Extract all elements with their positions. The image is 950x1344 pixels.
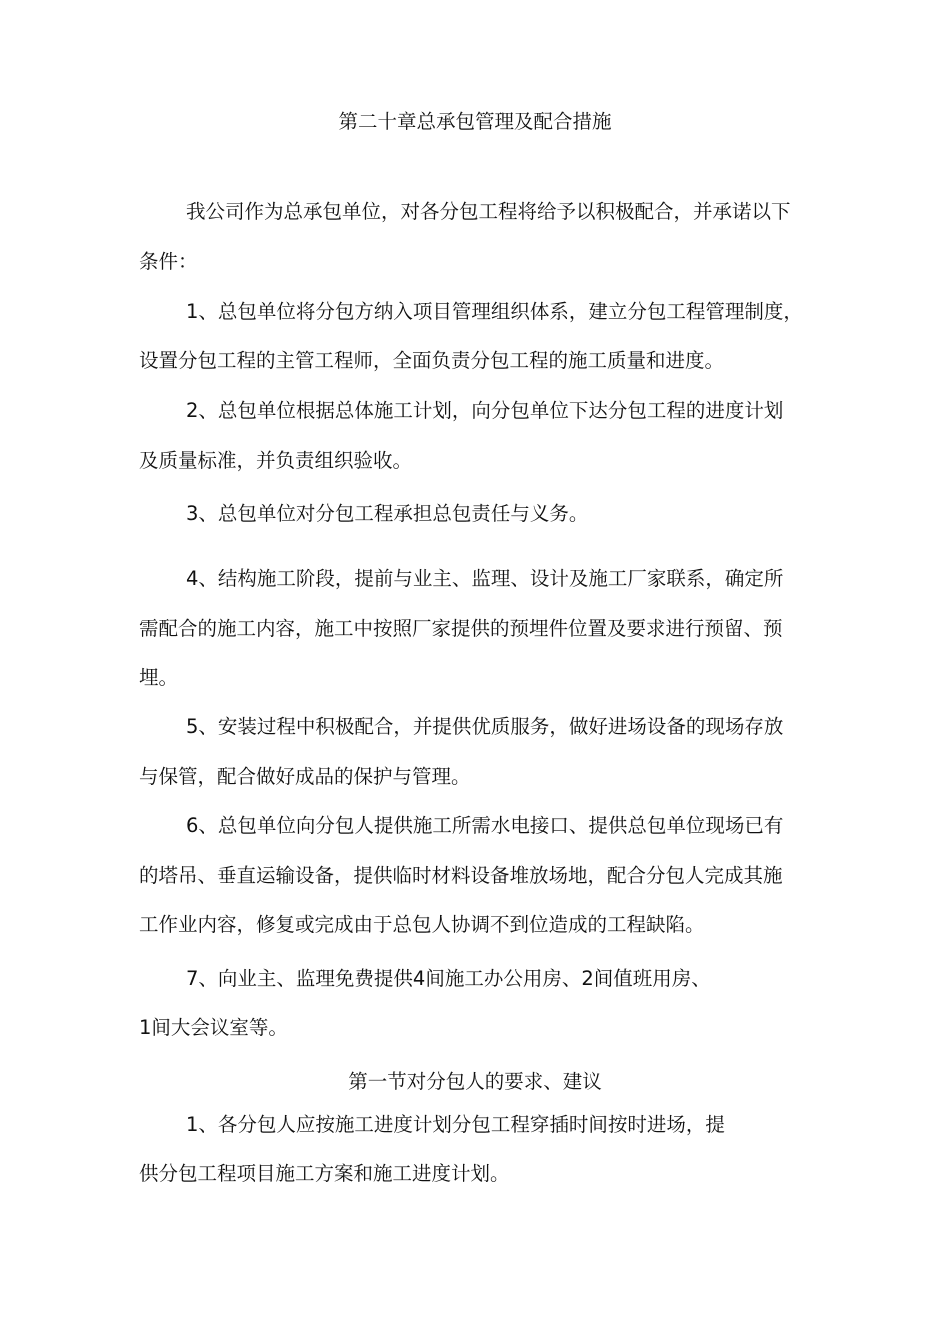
item-5-line-1: 5、安装过程中积极配合，并提供优质服务，做好进场设备的现场存放: [186, 715, 784, 738]
item-7-line-1: 7、向业主、监理免费提供4间施工办公用房、2间值班用房、: [186, 967, 711, 990]
chapter-title: 第二十章总承包管理及配合措施: [338, 110, 612, 133]
item-1-line-2: 设置分包工程的主管工程师，全面负责分包工程的施工质量和进度。: [139, 349, 725, 372]
item-4-line-2: 需配合的施工内容，施工中按照厂家提供的预埋件位置及要求进行预留、预: [139, 617, 783, 640]
intro-line-1: 我公司作为总承包单位，对各分包工程将给予以积极配合，并承诺以下: [186, 200, 791, 223]
item-1-line-1: 1、总包单位将分包方纳入项目管理组织体系，建立分包工程管理制度，: [186, 300, 803, 323]
item-6-line-3: 工作业内容，修复或完成由于总包人协调不到位造成的工程缺陷。: [139, 913, 705, 936]
item-6-line-1: 6、总包单位向分包人提供施工所需水电接口、提供总包单位现场已有: [186, 814, 784, 837]
section-item-1-line-2: 供分包工程项目施工方案和施工进度计划。: [139, 1162, 510, 1185]
item-5-line-2: 与保管，配合做好成品的保护与管理。: [139, 765, 471, 788]
item-4-line-1: 4、结构施工阶段，提前与业主、监理、设计及施工厂家联系，确定所: [186, 567, 784, 590]
section-title: 第一节对分包人的要求、建议: [348, 1070, 602, 1093]
item-7-line-2: 1间大会议室等。: [139, 1016, 288, 1039]
item-6-line-2: 的塔吊、垂直运输设备，提供临时材料设备堆放场地，配合分包人完成其施: [139, 864, 783, 887]
item-4-line-3: 埋。: [139, 666, 179, 689]
intro-line-2: 条件：: [139, 250, 198, 273]
item-3-line-1: 3、总包单位对分包工程承担总包责任与义务。: [186, 502, 589, 525]
item-2-line-2: 及质量标准，并负责组织验收。: [139, 449, 413, 472]
item-2-line-1: 2、总包单位根据总体施工计划，向分包单位下达分包工程的进度计划: [186, 399, 784, 422]
section-item-1-line-1: 1、各分包人应按施工进度计划分包工程穿插时间按时进场，提: [186, 1113, 725, 1136]
